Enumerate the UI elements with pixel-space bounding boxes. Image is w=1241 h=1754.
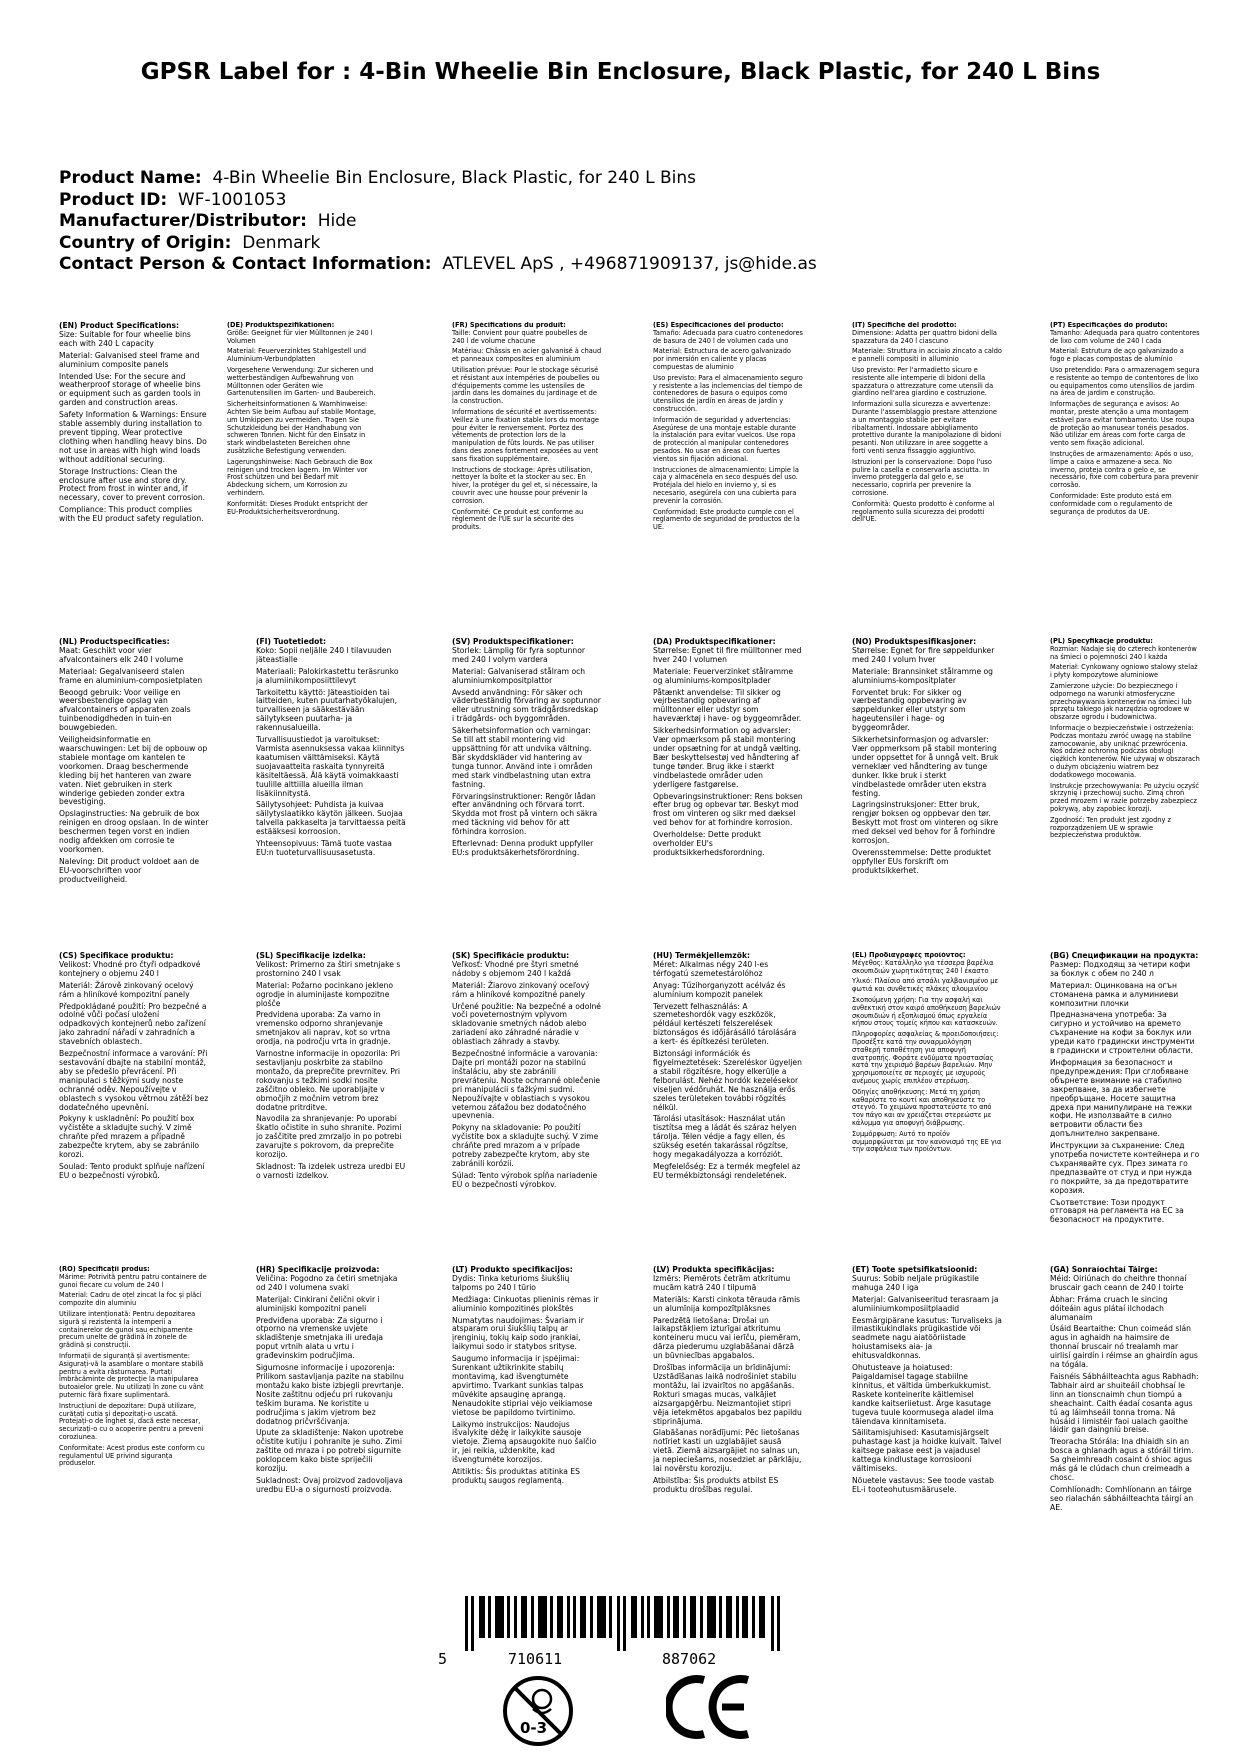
spec-storage: Instrucțiuni de depozitare: După utilizare, curățați cutia și depozitați-o uscată. Protejați-o de înghet și, dacă este necesar, securizați-o cu o acoperire pentru a preveni coroziunea. <box>59 1401 204 1441</box>
spec-size: Méret: Alkalmas négy 240 l-es térfogatú szemetestárolóhoz <box>653 959 769 978</box>
spec-block-ga <box>1050 1266 1200 1516</box>
spec-compliance: Sukladnost: Ovaj proizvod zadovoljava uredbu EU-a o sigurnosti proizvoda. <box>256 1475 403 1494</box>
spec-storage: Οδηγίες αποθήκευσης: Μετά τη χρήση καθαρίστε το κουτί και αποθηκεύστε το στεγνό. Το χειμώνα προστατεύστε το από τον πάγο και αν χρειάζεται στερεώστε με κάλυμμα για αποφυγή διάβρωσης. <box>852 1087 992 1127</box>
spec-compliance: Soulad: Tento produkt splňuje nařízení EU o bezpečnosti výrobků. <box>59 1161 205 1180</box>
spec-storage: Storage Instructions: Clean the enclosure after use and store dry. Protect from frost in winter and, if necessary, cover to prevent corrosion. <box>59 466 206 503</box>
spec-compliance: Atbilstība: Šis produkts atbilst ES produktu drošības regulai. <box>653 1475 779 1494</box>
spec-block-sl <box>256 952 406 1184</box>
spec-storage: Upute za skladištenje: Nakon upotrebe očistite kutiju i pohranite je suho. Zimi zaštite od mraza i po potrebi sigurnite poklopcem kako biste spriječili koroziju. <box>256 1428 404 1474</box>
spec-safety: Informations de sécurité et avertissements: Veillez à une fixation stable lors du montage pour éviter le renversement. Portez des vêtements de protection lors de la manipulation de fûts lourds. Ne pas utiliser dans des zones fortement exposées au vent sans fixation supplémentaire. <box>452 407 599 463</box>
spec-heading: (RO) Specificații produs: <box>59 1266 150 1273</box>
spec-heading: (IT) Specifiche del prodotto: <box>852 322 957 329</box>
spec-compliance: Efterlevnad: Denna produkt uppfyller EU:s produktsäkerhetsförordning. <box>452 839 594 857</box>
spec-heading: (FI) Tuotetiedot: <box>256 638 327 646</box>
product-name-row <box>59 168 1179 190</box>
spec-storage: Säilytysohjeet: Puhdista ja kuivaa säilytyslaatikko käytön jälkeen. Suojaa talvella pakkaselta ja tarvittaessa peitä estääksesi korroosion. <box>256 800 406 837</box>
spec-storage: Glabāšanas norādījumi: Pēc lietošanas notīriet kasti un uzglabājiet sausā vietā. Ziemā aizsargājiet no salnas un, ja nepieciešams, nosedziet ar pārklāju, lai novērstu koroziju. <box>653 1428 802 1474</box>
spec-compliance: Съответствие: Този продукт отговаря на регламента на ЕС за безопасност на продуктите. <box>1050 1197 1184 1225</box>
spec-material: Материал: Оцинкована на огън стоманена рамка и алуминиеви композитни плочки <box>1050 980 1179 1008</box>
spec-safety: Bezpečnostní informace a varování: Při sestavování dbajte na stabilní montáž, aby se předešlo převrácení. Při manipulaci s těžkými sudy noste ochranné oděv. Nepoužívejte v oblastech s vysokou větrnou zátěží bez dodatečného upevnění. <box>59 1049 209 1112</box>
spec-safety: Veiligheidsinformatie en waarschuwingen: Let bij de opbouw op stabiele montage om kantelen te voorkomen. Draag beschermende kleding bij het hanteren van zware vaten. Niet gebruiken in sterk winderige gebieden zonder extra bevestiging. <box>59 735 208 807</box>
spec-heading: (DA) Produktspecifikationer: <box>653 638 776 646</box>
spec-safety: Informações de segurança e avisos: Ao montar, preste atenção a uma montagem estável para evitar tombamento. Use roupa de proteção ao manusear tonéis pesados. Não utilizar em áreas com forte carga de vento sem fixação adicional. <box>1050 400 1195 448</box>
spec-size: Izmērs: Piemērots četrām atkritumu mucām katrā 240 l tilpumā <box>653 1273 791 1292</box>
spec-material: Materiāls: Karsti cinkota tērauda rāmis un alumīnija kompozītplāksnes <box>653 1294 801 1313</box>
product-id-label: Product ID: <box>59 189 168 210</box>
spec-safety: Saugumo informacija ir įspėjimai: Surenkant užtikrinkite stabilų montavimą, kad išvengtumėte apvirtimo. Tvarkant sunkias talpas mūvėkite apsauginę aprangą. Nenaudokite stipriai vėjo veikiamose vietose be papildomo tvirtinimo. <box>452 1354 593 1417</box>
spec-safety: Biztonsági információk és figyelmeztetések: Szereléskor ügyeljen a stabil rögzítésre, hogy elkerülje a felborulást. Nehéz hordók kezelésekor viseljen védőruhát. Ne használja erős szeles területeken további rögzítés nélkül. <box>653 1049 802 1112</box>
spec-compliance: Naleving: Dit product voldoet aan de EU-voorschriften voor productveiligheid. <box>59 856 200 884</box>
spec-safety: Informații de siguranță și avertismente: Asigurați-vă la asamblare o montare stabilă pentru a evita răsturnarea. Purtați îmbrăcăminte de protecție la manipularea butoaielor grele. Nu utilizați în zone cu vânt puternic fără fixare suplimentară. <box>59 1351 204 1399</box>
spec-safety: Sikkerhedsinformation og advarsler: Vær opmærksom på stabil montering under opsætning for at undgå vælting. Bær beskyttelsestøj ved håndtering af tunge tønder. Brug ikke i stærkt vindbelastede områder uden yderligere fastgørelse. <box>653 726 801 789</box>
spec-heading: (CS) Specifikace produktu: <box>59 952 174 960</box>
spec-block-de <box>227 322 377 519</box>
spec-compliance: Συμμόρφωση: Αυτό το προϊόν συμμορφώνεται με τον κανονισμό της ΕΕ για την ασφάλεια των προϊόντων. <box>852 1129 1002 1154</box>
country-label: Country of Origin: <box>59 232 232 253</box>
spec-material: Material: Feuerverzinktes Stahlgestell und Aluminium-Verbundplatten <box>227 347 367 364</box>
spec-intended-use: Předpokládané použití: Pro bezpečné a odolné vůči počasí uložení odpadkových kontejnerů nebo zařízení jako zahradní nářadí v zahradních a stavebních oblastech. <box>59 1001 207 1047</box>
spec-storage: Instrucciones de almacenamiento: Limpie la caja y almacénela en seco después del uso. Protéjala del hielo en invierno y, si es necesario, asegúrela con una cubierta para prevenir la corrosión. <box>653 465 799 505</box>
spec-size: Rozmiar: Nadaje się do czterech kontenerów na śmieci o pojemności 240 l każda <box>1050 644 1197 661</box>
spec-heading: (FR) Spécifications du produit: <box>452 322 566 329</box>
spec-safety: Sikkerhetsinformasjon og advarsler: Vær oppmerksom på stabil montering under oppsettet for å unngå velt. Bruk verneklær ved håndtering av tunge dunker. Ikke bruk i sterkt vindbelastede områder uten ekstra festing. <box>852 735 999 798</box>
spec-safety: Sicherheitsinformationen & Warnhinweise: Achten Sie beim Aufbau auf stabile Montage, um Umkippen zu vermeiden. Tragen Sie Schutzkleidung bei der Handhabung von schweren Tonnen. Nicht für den Einsatz in stark windbelasteten Bereichen ohne zusätzliche Befestigung verwenden. <box>227 400 376 455</box>
product-id-row <box>59 190 1179 212</box>
spec-heading: (SV) Produktspecifikationer: <box>452 638 574 646</box>
spec-block-it <box>852 322 1002 527</box>
spec-storage: Lagringsinstruksjoner: Etter bruk, rengjør boksen og oppbevar den tør. Beskytt mot frost om vinteren og sikre med deksel ved behov for å forhindre korrosjon. <box>852 800 999 846</box>
spec-size: Размер: Подходящ за четири кофи за боклук с обем по 240 л <box>1050 959 1191 978</box>
spec-heading: (EL) Προδιαγραφές προϊόντος: <box>852 952 966 959</box>
spec-intended-use: Predviđena uporaba: Za sigurno i otporno na vremenske uvjete skladištenje smetnjaka ili uređaja poput vrtnih alata u vrtu i građevinskim područjima. <box>256 1315 383 1361</box>
spec-material: Matériau: Châssis en acier galvanisé à chaud et panneaux composites en aluminium <box>452 347 602 364</box>
spec-heading: (DE) Produktspezifikationen: <box>227 322 335 329</box>
spec-intended-use: Eesmärgipärane kasutus: Turvaliseks ja ilmastikukindlaks prügikastide või seadmete nagu aiatööriistade hoiustamiseks aia- ja ehitusvaldkonnas. <box>852 1315 1002 1361</box>
spec-compliance: Conformitate: Acest produs este conform cu regulamentul UE privind siguranța produselor. <box>59 1443 205 1468</box>
spec-safety: Säkerhetsinformation och varningar: Se till att stabil montering vid uppsättning för att undvika vältning. Bär skyddskläder vid hantering av tunga tunnor. Använd inte i områden med stark vindbelastning utan extra fastning. <box>452 726 593 789</box>
spec-size: Größe: Geeignet für vier Mülltonnen je 240 l Volumen <box>227 328 373 345</box>
spec-heading: (PL) Specyfikacje produktu: <box>1050 638 1153 645</box>
spec-material: Materiale: Struttura in acciaio zincato a caldo e pannelli compositi in alluminio <box>852 347 1002 364</box>
spec-block-no <box>852 638 1002 879</box>
spec-size: Størrelse: Egnet for fire søppeldunker med 240 l volum hver <box>852 645 995 664</box>
spec-safety: Faisnéis Sábháilteachta agus Rabhadh: Tabhair aird ar shuiteáil chobhsaí le linn an tionscnaimh chun tiompú a sheachaint. Caith éadaí cosanta agus tú ag láimhseáil tonna troma. Ná húsáid i limistéir faoi ualach gaoithe láidir gan daingniú breise. <box>1050 1371 1199 1435</box>
spec-storage: Instruções de armazenamento: Após o uso, limpe a caixa e armazene-a seca. No inverno, proteja contra o gelo e, se necessário, fixe com cobertura para prevenir corrosão. <box>1050 449 1199 490</box>
spec-intended-use: Numatytas naudojimas: Švariam ir atsparam orui šiukšlių talpų ar įrenginių, tokių kaip sodo įrankiai, laikymui sodo ir statybos srityse. <box>452 1315 584 1352</box>
spec-storage: Treoracha Stórála: Ina dhiaidh sin an bosca a ghlanadh agus a stóráil tirim. Sa gheimhreadh cosaint ó shioc agus más gá le clúdach chun creimeadh a chosc. <box>1050 1437 1194 1482</box>
spec-storage: Navodila za shranjevanje: Po uporabi škatlo očistite in suho shranite. Pozimi jo zaščitite pred zmrzaljo in po potrebi zavarujte s pokrovom, da preprečite korozijo. <box>256 1114 402 1160</box>
spec-material: Ábhar: Fráma cruach le sincing dóiteáin agus plátaí ilchodach alumanaim <box>1050 1294 1168 1322</box>
spec-compliance: Overholdelse: Dette produkt overholder EU's produktsikkerhedsforordning. <box>653 830 765 857</box>
spec-size: Tamaño: Adecuada para cuatro contenedores de basura de 240 l de volumen cada uno <box>653 328 803 345</box>
spec-intended-use: Utilizare intenționată: Pentru depozitarea sigură și rezistentă la intemperii a containerelor de gunoi sau echipamente precum unelte de grădină în zonele de grădină și construcții. <box>59 1309 196 1350</box>
spec-block-lv <box>653 1266 803 1498</box>
spec-intended-use: Uso previsto: Para el almacenamiento seguro y resistente a las inclemencias del tiempo de contenedores de basura o equipos como utensilios de jardín en áreas de jardín y construcción. <box>653 373 803 413</box>
spec-heading: (BG) Спецификации на продукта: <box>1050 952 1199 960</box>
spec-block-nl <box>59 638 209 888</box>
barcode-digit-first: 5 <box>438 1650 448 1668</box>
spec-material: Materiaali: Palokirkastettu teräsrunko ja alumiinikomposiittilevyt <box>256 666 399 685</box>
spec-compliance: Comhlíonadh: Comhlíonann an táirge seo rialachán sábháilteachta táirgí an AE. <box>1050 1484 1194 1512</box>
spec-block-da <box>653 638 803 861</box>
page-title: GPSR Label for : 4-Bin Wheelie Bin Enclosure, Black Plastic, for 240 L Bins <box>140 59 1101 85</box>
spec-size: Velikost: Vhodné pro čtyři odpadkové kontejnery o objemu 240 l <box>59 959 201 978</box>
product-name-value: 4-Bin Wheelie Bin Enclosure, Black Plastic, for 240 L Bins <box>212 168 696 188</box>
spec-safety: Informacje o bezpieczeństwie i ostrzeżenia: Podczas montażu zwróć uwagę na stabilne zamocowanie, aby uniknąć przewrócenia. Noś odzież ochronną podczas obsługi ciężkich kontenerów. Nie używaj w obszarach o dużym obciążeniu wiatrem bez dodatkowego mocowania. <box>1050 723 1200 779</box>
spec-intended-use: Vorgesehene Verwendung: Zur sicheren und wetterbeständigen Aufbewahrung von Mülltonnen oder Geräten wie Gartenutensilien im Garten- und Baubereich. <box>227 365 376 398</box>
spec-compliance: Conformidade: Este produto está em conformidade com o regulamento de segurança de produtos da UE. <box>1050 491 1173 516</box>
spec-size: Méid: Oiriúnach do cheithre thonnaí bruscair gach ceann de 240 l toirte <box>1050 1273 1187 1292</box>
spec-heading: (PT) Especificações do produto: <box>1050 322 1168 329</box>
spec-block-es <box>653 322 803 535</box>
spec-compliance: Overensstemmelse: Dette produktet oppfyller EUs forskrift om produktsikkerhet. <box>852 847 991 875</box>
spec-intended-use: Uso pretendido: Para o armazenagem segura e resistente ao tempo de contentores de lixo ou equipamentos como utensílios de jardim na área de jardim e construção. <box>1050 365 1200 398</box>
spec-block-sv <box>452 638 602 861</box>
spec-intended-use: Zamierzone użycie: Do bezpiecznego i odpornego na warunki atmosferyczne przechowywania kontenerów na śmieci lub sprzętu takiego jak narzędzia ogrodowe w obszarze ogrodu i budownictwa. <box>1050 681 1192 722</box>
manufacturer-label: Manufacturer/Distributor: <box>59 211 307 232</box>
spec-heading: (EN) Product Specifications: <box>59 322 180 330</box>
contact-value: ATLEVEL ApS , +496871909137, js@hide.as <box>442 254 817 275</box>
spec-block-hu <box>653 952 803 1184</box>
spec-heading: (LV) Produkta specifikācijas: <box>653 1266 775 1274</box>
spec-storage: Pokyny k uskladnění: Po použití box vyčistěte a skladujte suchý. V zimě chraňte před mrazem a případně zabezpečte krytem, aby se zabránilo korozi. <box>59 1114 200 1160</box>
spec-heading: (LT) Produkto specifikacijos: <box>452 1266 573 1274</box>
spec-material: Material: Estructura de acero galvanizado por inmersión en caliente y placas compuestas de aluminio <box>653 347 791 371</box>
spec-block-sk <box>452 952 602 1193</box>
barcode <box>465 1596 780 1651</box>
spec-compliance: Atitiktis: Šis produktas atitinka ES produktų saugos reglamentą. <box>452 1467 580 1485</box>
spec-compliance: Yhteensopivuus: Tämä tuote vastaa EU:n tuoteturvallisuusasetusta. <box>256 839 392 857</box>
spec-compliance: Compliance: This product complies with the EU product safety regulation. <box>59 505 204 524</box>
spec-storage: Laikymo instrukcijos: Naudojus išvalykite dėžę ir laikykite sausoje vietoje. Žiemą apsaugokite nuo šalčio ir, jei reikia, uždenkite, kad išvengtumėte korozijos. <box>452 1419 597 1465</box>
spec-storage: Säilitamisjuhised: Kasutamisjärgselt puhastage kast ja hoidke kuivalt. Talvel kaitsege pakase eest ja vajadusel kattega kindlustage korrosiooni vältimiseks. <box>852 1428 1002 1474</box>
barcode-digit-group-2: 887062 <box>662 1650 717 1668</box>
spec-safety: Ohutusteave ja hoiatused: Paigaldamisel tagage stabiilne kinnitus, et vältida ümberkukkumist. Raskete konteinerite käitlemisel kandke kaitseriietust. Ärge kasutage tugeva tuule koormusega aladel ilma täiendava kinnitamiseta. <box>852 1363 994 1426</box>
spec-safety: Turvallisuustiedot ja varoitukset: Varmista asennuksessa vakaa kiinnitys kaatumisen välttämiseksi. Käytä suojavaatteita raskaita tynnyreitä käsiteltäessä. Älä käytä voimakkaasti tuulille alttiilla alueilla ilman lisäkiinnitystä. <box>256 735 405 798</box>
spec-size: Veličina: Pogodno za četiri smetnjaka od 240 l volumena svaki <box>256 1273 398 1292</box>
spec-block-pt <box>1050 322 1200 519</box>
spec-size: Maat: Geschikt voor vier afvalcontainers elk 240 l volume <box>59 645 184 664</box>
spec-heading: (ET) Toote spetsifikatsioonid: <box>852 1266 978 1274</box>
spec-block-cs <box>59 952 209 1184</box>
spec-safety: Bezpečnostné informácie a varovania: Dajte pri montáži pozor na stabilnú inštaláciu, aby ste zabránili prevráteniu. Noste ochranné oblečenie pri manipulácii s ťažkými sudmi. Nepoužívajte v oblastiach s vysokou veternou záťažou bez dodatočného upevnenia. <box>452 1049 601 1121</box>
spec-size: Size: Suitable for four wheelie bins each with 240 L capacity <box>59 329 191 348</box>
spec-storage: Lagerungshinweise: Nach Gebrauch die Box reinigen und trocken lagern. Im Winter vor Frost schützen und bei Bedarf mit Abdeckung sichern, um Korrosion zu verhindern. <box>227 457 373 497</box>
spec-intended-use: Påtænkt anvendelse: Til sikker og vejrbestandig opbevaring af mülltonner eller udstyr som haveværktøj i have- og byggeområder. <box>653 687 802 724</box>
spec-safety: Información de seguridad y advertencias: Asegúrese de una montaje estable durante la instalación para evitar vuelcos. Use ropa de protección al manipular contenedores pesados. No usar en áreas con fuertes vientos sin fijación adicional. <box>653 415 796 463</box>
spec-size: Storlek: Lämplig för fyra soptunnor med 240 l volym vardera <box>452 645 585 664</box>
spec-size: Veľkosť: Vhodné pre štyri smetné nádoby s objemom 240 l každá <box>452 959 579 978</box>
not-suitable-for-children-0-3-icon <box>502 1675 574 1747</box>
spec-storage: Opslaginstructies: Na gebruik de box reinigen en droog opslaan. In de winter beschermen tegen vorst en indien nodig afdekken om corrosie te voorkomen. <box>59 809 209 854</box>
spec-heading: (HU) Termékjellemzők: <box>653 952 751 960</box>
manufacturer-row <box>59 211 1179 233</box>
spec-compliance: Conformité: Ce produit est conforme au règlement de l'UE sur la sécurité des produits. <box>452 507 584 532</box>
spec-block-et <box>852 1266 1002 1498</box>
spec-block-ro <box>59 1266 209 1471</box>
spec-block-lt <box>452 1266 602 1489</box>
ce-mark-icon <box>666 1672 752 1742</box>
spec-safety: Sigurnosne informacije i upozorenja: Prilikom sastavljanja pazite na stabilnu montažu kako biste izbjegli prevrtanje. Nosite zaštitnu odjeću pri rukovanju teškim burama. Ne koristite u područjima s jakim vjetrom bez dodatnog pričvršćivanja. <box>256 1363 404 1426</box>
product-name-label: Product Name: <box>59 168 202 188</box>
spec-storage: Förvaringsinstruktioner: Rengör lådan efter användning och förvara torrt. Skydda mot frost på vintern och säkra med täckning vid behov för att förhindra korrosion. <box>452 791 598 837</box>
spec-storage: Istruzioni per la conservazione: Dopo l'uso pulire la casella e conservarla asciutta. In inverno proteggerla dal gelo e, se necessario, coprirla per prevenire la corrosione. <box>852 457 992 497</box>
contact-label: Contact Person & Contact Information: <box>59 254 432 275</box>
spec-storage: Instrukcje przechowywania: Po użyciu oczyść skrzynię i przechowuj sucho. Zimą chroń przed mrozem i w razie potrzeby zabezpiecz pokrywą, aby zapobiec korozji. <box>1050 781 1200 813</box>
product-id-value: WF-1001053 <box>177 189 287 210</box>
spec-material: Materiaal: Gegalvaniseerd stalen frame en aluminium-composietplaten <box>59 666 203 685</box>
spec-size: Tamanho: Adequada para quatro contentores de lixo com volume de 240 l cada <box>1050 328 1200 345</box>
spec-size: Mărime: Potrivită pentru patru containere de gunoi fiecare cu volum de 240 l <box>59 1272 207 1289</box>
spec-heading: (GA) Sonraíochtaí Táirge: <box>1050 1266 1158 1274</box>
spec-material: Materiál: Žiarovo zinkovaný oceľový rám a hliníkové kompozitné panely <box>452 980 590 999</box>
spec-material: Medžiaga: Cinkuotas plieninis rėmas ir aliuminio kompozitinės plokštės <box>452 1294 599 1313</box>
spec-compliance: Konformität: Dieses Produkt entspricht der EU-Produktsicherheitsverordnung. <box>227 499 368 516</box>
country-value: Denmark <box>242 232 321 253</box>
spec-size: Dimensione: Adatta per quattro bidoni della spazzatura da 240 l ciascuno <box>852 328 997 345</box>
age-label: 0-3 <box>520 1719 548 1737</box>
spec-safety: Informazioni sulla sicurezza e avvertenze: Durante l'assemblaggio prestare attenzione a un montaggio stabile per evitare ribaltamenti. Indossare abbigliamento protettivo durante la manipolazione di bidoni pesanti. Non utilizzare in aree soggette a forti venti senza fissaggio aggiuntivo. <box>852 400 1002 455</box>
spec-material: Materiál: Žárově zinkovaný ocelový rám a hliníkové kompozitní panely <box>59 980 194 999</box>
spec-compliance: Súlad: Tento výrobok spĺňa nariadenie EÚ o bezpečnosti výrobkov. <box>452 1170 598 1189</box>
spec-compliance: Skladnost: Ta izdelek ustreza uredbi EU o varnosti izdelkov. <box>256 1161 406 1180</box>
spec-intended-use: Tervezett felhasználás: A szemeteshordók vagy eszközök, például kertészeti felszerelések biztonságos és időjárásálló tárolására a kert- és építkezési területen. <box>653 1001 797 1047</box>
spec-storage: Opbevaringsinstruktioner: Rens boksen efter brug og opbevar tør. Beskyt mod frost om vinteren og sikr med dæksel ved behov for at forhindre korrosion. <box>653 791 803 828</box>
spec-material: Anyag: Tűzihorganyzott acélváz és alumínium kompozit panelek <box>653 980 786 999</box>
spec-intended-use: Úsáid Beartaithe: Chun coimeád slán agus in aghaidh na haimsire de thonnaí bruscair nó trealamh mar uirlisí gairdín i réimse an ghairdín agus na tógála. <box>1050 1324 1198 1370</box>
product-info <box>59 168 1179 276</box>
manufacturer-value: Hide <box>317 211 357 232</box>
spec-intended-use: Tarkoitettu käyttö: Jäteastioiden tai laitteiden, kuten puutarhatyökalujen, turvalliseen ja sääkestävään säilytykseen puutarha- ja rakennusalueilla. <box>256 687 398 733</box>
spec-heading: (ES) Especificaciones del producto: <box>653 322 784 329</box>
spec-intended-use: Forventet bruk: For sikker og værbestandig oppbevaring av søppeldunker eller utstyr som hageutensiler i hage- og byggeområder. <box>852 687 967 733</box>
spec-storage: Instructions de stockage: Après utilisation, nettoyer la boîte et la stocker au sec. En hiver, la protéger du gel et, si nécessaire, la couvrir avec une housse pour prévenir la corrosion. <box>452 465 598 505</box>
spec-intended-use: Utilisation prévue: Pour le stockage sécurisé et résistant aux intempéries de poubelles ou d'équipements comme les ustensiles de jardin dans les domaines du jardinage et de la construction. <box>452 365 600 406</box>
spec-material: Material: Cadru de oțel zincat la foc și plăci compozite din aluminiu <box>59 1291 202 1308</box>
spec-intended-use: Предназначена употреба: За сигурно и устойчиво на времето съхранение на кофи за боклук или уреди като градински инструменти в градински и строителни области. <box>1050 1010 1195 1056</box>
spec-material: Materijal: Cinkirani čelični okvir i aluminijski kompozitni paneli <box>256 1294 380 1313</box>
spec-safety: Varnostne informacije in opozorila: Pri sestavljanju poskrbite za stabilno montažo, da preprečite prevrnitev. Pri rokovanju s težkimi sodki nosite zaščitno obleko. Ne uporabljajte v območjih z močnim vetrom brez dodatne pritrditve. <box>256 1049 401 1112</box>
spec-compliance: Conformità: Questo prodotto è conforme al regolamento sulla sicurezza dei prodotti dell'UE. <box>852 499 995 524</box>
contact-row <box>59 254 1179 276</box>
spec-intended-use: Predvidena uporaba: Za varno in vremensko odporno shranjevanje smetnjakov ali naprav, kot so vrtna orodja, na področju vrta in gradnje. <box>256 1010 391 1047</box>
spec-material: Material: Galvaniserad stålram och aluminiumkompositplattor <box>452 666 586 685</box>
spec-storage: Tárolási utasítások: Használat után tisztítsa meg a ládát és száraz helyen tárolja. Télen védje a fagy ellen, és szükség esetén takarással rögzítse, hogy megakadályozza a korróziót. <box>653 1114 797 1160</box>
spec-size: Størrelse: Egnet til fire mülltonner med hver 240 l volumen <box>653 645 802 664</box>
spec-block-fi <box>256 638 406 861</box>
spec-heading: (SL) Specifikacije izdelka: <box>256 952 366 960</box>
spec-heading: (NL) Productspecificaties: <box>59 638 170 646</box>
spec-block-en <box>59 322 209 527</box>
spec-block-fr <box>452 322 602 535</box>
spec-safety: Safety Information & Warnings: Ensure stable assembly during installation to prevent tipping. Wear protective clothing when handling heavy bins. Do not use in areas with high wind loads without additional securing. <box>59 410 207 464</box>
spec-intended-use: Určené použitie: Na bezpečné a odolné voči poveternostným vplyvom skladovanie smetných nádob alebo zariadení ako záhradné náradie v oblastiach záhrady a stavby. <box>452 1001 601 1047</box>
spec-block-pl <box>1050 638 1200 843</box>
spec-size: Koko: Sopii neljälle 240 l tilavuuden jäteastialle <box>256 645 392 664</box>
spec-material: Materiale: Feuerverzinket stålramme og aluminiums-kompositplader <box>653 666 794 685</box>
spec-intended-use: Intended Use: For the secure and weatherproof storage of wheelie bins or equipment such as garden tools in garden and construction areas. <box>59 371 201 408</box>
spec-block-bg <box>1050 952 1200 1228</box>
spec-heading: (SK) Špecifikácie produktu: <box>452 952 570 960</box>
spec-size: Taille: Convient pour quatre poubelles de 240 l de volume chacune <box>452 328 588 345</box>
spec-block-el <box>852 952 1002 1157</box>
spec-material: Material: Estrutura de aço galvanizado a fogo e placas compostas de alumínio <box>1050 347 1184 364</box>
spec-compliance: Conformidad: Este producto cumple con el reglamento de seguridad de productos de la UE. <box>653 507 800 532</box>
spec-material: Materjal: Galvaniseeritud terasraam ja alumiiniumkomposiitplaadid <box>852 1294 999 1313</box>
spec-intended-use: Uso previsto: Per l'armadietto sicuro e resistente alle intemperie di bidoni della spazzatura o attrezzature come utensili da giardino nell'area giardino e costruzione. <box>852 365 994 398</box>
spec-material: Υλικό: Πλαίσιο από ατσάλι γαλβανισμένο με φωτιά και συνθετικές πλάκες αλουμινίου <box>852 977 999 994</box>
spec-material: Materiał: Cynkowany ogniowo stalowy stelaż i płyty kompozytowe aluminiowe <box>1050 663 1198 680</box>
spec-heading: (NO) Produktspesifikasjoner: <box>852 638 977 646</box>
spec-storage: Инструкции за съхранение: След употреба почистете контейнера и го съхранявайте сух. През зимата го предпазвайте от студ и при нужда го покрийте, за да предотвратите корозия. <box>1050 1141 1200 1195</box>
spec-size: Velikost: Primerno za štiri smetnjake s prostornino 240 l vsak <box>256 959 401 978</box>
spec-size: Dydis: Tinka keturioms šiukšlių talpoms po 240 l tūrio <box>452 1273 570 1292</box>
spec-intended-use: Σκοπούμενη χρήση: Για την ασφαλή και ανθεκτική στον καιρό αποθήκευση βαρελιών σκουπιδιών ή εξοπλισμού όπως εργαλεία κήπου στους τομείς κήπου και κατασκευών. <box>852 995 1001 1028</box>
spec-storage: Pokyny na skladovanie: Po použití vyčistite box a skladujte suchý. V zime chráňte pred mrazom a v prípade potreby zabezpečte krytom, aby ste zabránili korózii. <box>452 1123 599 1168</box>
spec-material: Material: Požarno pocinkano jekleno ogrodje in aluminijaste kompozitne plošče <box>256 980 394 1008</box>
spec-safety: Drošības informācija un brīdinājumi: Uzstādīšanas laikā nodrošiniet stabilu montāžu, lai izvairītos no apgāšanās. Rokturi smagas mucas, valkājiet aizsargapģērbu. Neizmantojiet stipri vēja ietekmētos apgabalos bez papildu stiprinājuma. <box>653 1363 802 1426</box>
spec-safety: Информация за безопасност и предупреждения: При сглобяване обърнете внимание на стабилно закрепване, за да избегнете преобръщане. Носете защитна дреха при манипулиране на тежки кофи. Не използвайте в силно ветровити области без допълнително закрепване. <box>1050 1057 1192 1139</box>
spec-compliance: Nõuetele vastavus: See toode vastab EL-i tooteohutusmäärusele. <box>852 1475 994 1494</box>
country-row <box>59 233 1179 255</box>
spec-material: Material: Galvanised steel frame and aluminium composite panels <box>59 350 200 369</box>
spec-size: Suurus: Sobib neljale prügikastile mahuga 240 l iga <box>852 1273 979 1292</box>
spec-compliance: Megfelelőség: Ez a termék megfelel az EU termékbiztonsági rendeletének. <box>653 1161 801 1180</box>
spec-size: Μέγεθος: Κατάλληλο για τέσσερα βαρέλια σκουπιδιών χωρητικότητας 240 l έκαστο <box>852 958 994 975</box>
barcode-digit-group-1: 710611 <box>508 1650 563 1668</box>
spec-material: Materiale: Brannsinket stålramme og aluminiums-kompositplater <box>852 666 993 685</box>
spec-compliance: Zgodność: Ten produkt jest zgodny z rozporządzeniem UE w sprawie bezpieczeństwa produktów. <box>1050 815 1171 840</box>
spec-intended-use: Paredzētā lietošana: Drošai un laikapstākļiem izturīgai atkritumu konteineru mucu vai ierīču, piemēram, dārza piederumu uzglabāšanai dārzā un būvniecības apgabalos. <box>653 1315 801 1361</box>
spec-safety: Πληροφορίες ασφαλείας & προειδοποιήσεις: Προσέξτε κατά την συναρμολόγηση σταθερή τοποθέτηση για αποφυγή ανατροπής. Φοράτε ενδύματα προστασίας κατά την χειρισμό βαρέων βαρελιών. Μην χρησιμοποιείτε σε περιοχές με ισχυρούς ανέμους χωρίς επιπλέον στερέωση. <box>852 1030 999 1085</box>
spec-heading: (HR) Specifikacije proizvoda: <box>256 1266 380 1274</box>
spec-intended-use: Beoogd gebruik: Voor veilige en weersbestendige opslag van afvalcontainers of apparaten zoals tuinbenodigdheden in tuin-en bouwgebieden. <box>59 687 191 733</box>
spec-block-hr <box>256 1266 406 1498</box>
spec-intended-use: Avsedd användning: För säker och väderbeständig förvaring av soptunnor eller utrustning som trädgårdsredskap i trädgårds- och byggområden. <box>452 687 601 724</box>
